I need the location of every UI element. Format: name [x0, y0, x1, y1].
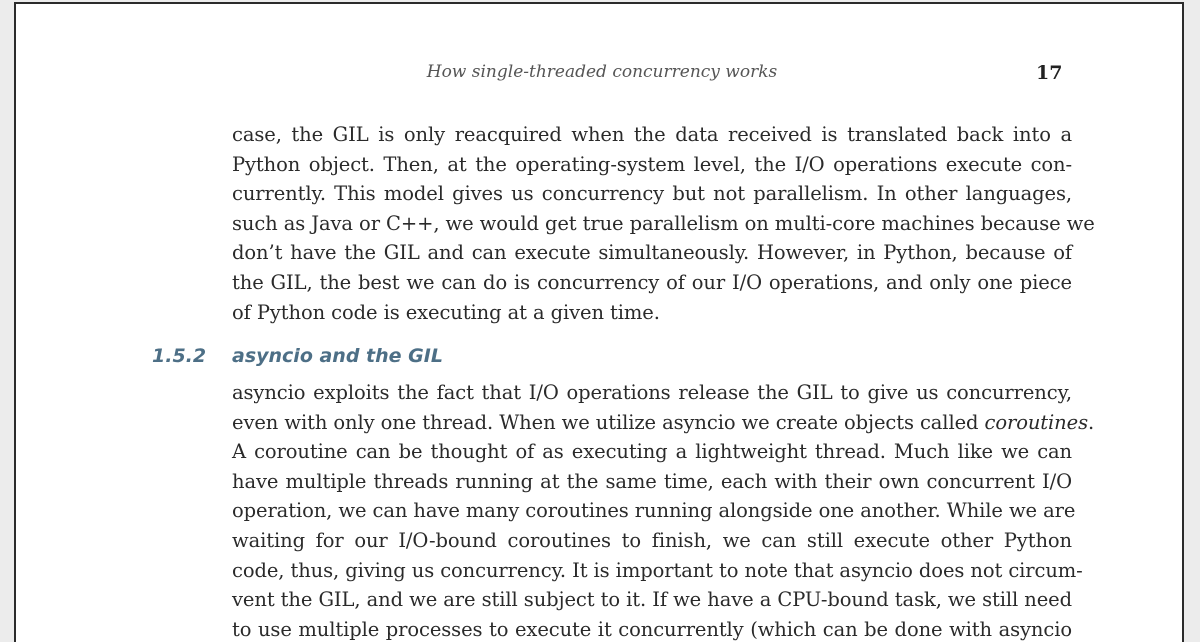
text-fragment: even with only one thread. When we utilize asyncio we create objects called	[232, 410, 985, 434]
text-line: currently. This model gives us concurrency but not parallelism. In other languages,	[232, 182, 1072, 206]
paragraph-asyncio-gil	[232, 378, 1095, 642]
paragraph-gil-parallelism	[232, 120, 1095, 327]
page-number: 17	[1036, 62, 1063, 84]
text-line: code, thus, giving us concurrency. It is important to note that asyncio does not circum-	[232, 558, 1083, 582]
text-line: such as Java or C++, we would get true parallelism on multi-core machines because we	[232, 211, 1095, 235]
section-heading: asyncio and the GIL	[232, 345, 443, 367]
text-line: don’t have the GIL and can execute simultaneously. However, in Python, because of	[232, 241, 1072, 265]
text-line-with-term	[232, 408, 1095, 438]
text-fragment: .	[1087, 410, 1095, 434]
text-line: Python object. Then, at the operating-system level, the I/O operations execute con-	[232, 152, 1072, 176]
section-number: 1.5.2	[152, 345, 207, 367]
text-line: of Python code is executing at a given time.	[232, 300, 660, 324]
text-line: the GIL, the best we can do is concurrency of our I/O operations, and only one piece	[232, 270, 1072, 294]
text-line: have multiple threads running at the same time, each with their own concurrent I/O	[232, 469, 1072, 493]
text-line: waiting for our I/O-bound coroutines to finish, we can still execute other Python	[232, 528, 1072, 552]
text-line: to use multiple processes to execute it concurrently (which can be done with asyncio	[232, 617, 1072, 641]
book-page	[14, 2, 1184, 642]
running-header	[16, 62, 1186, 82]
text-line: operation, we can have many coroutines running alongside one another. While we are	[232, 499, 1076, 523]
text-line: A coroutine can be thought of as executing a lightweight thread. Much like we can	[232, 440, 1072, 464]
text-line: case, the GIL is only reacquired when the data received is translated back into a	[232, 123, 1072, 146]
text-line: asyncio exploits the fact that I/O operations release the GIL to give us concurrency,	[232, 381, 1072, 404]
running-title: How single-threaded concurrency works	[426, 62, 778, 82]
text-line: vent the GIL, and we are still subject to it. If we have a CPU-bound task, we still need	[232, 588, 1072, 612]
italic-term-coroutines: coroutines	[984, 410, 1088, 434]
